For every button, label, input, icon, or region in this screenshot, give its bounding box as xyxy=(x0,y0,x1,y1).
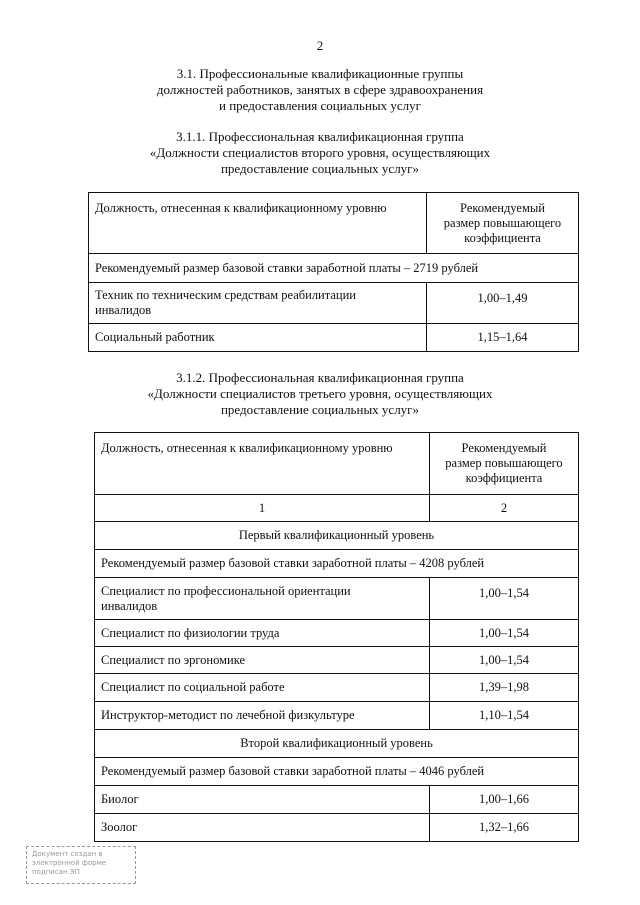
table-row xyxy=(95,702,579,730)
table-header-row xyxy=(89,193,579,254)
position-cell xyxy=(89,283,427,324)
table-row xyxy=(89,324,579,352)
table-row xyxy=(95,814,579,842)
base-rate-text: Рекомендуемый размер базовой ставки заработной платы – 2719 рублей xyxy=(89,254,579,283)
page-number: 2 xyxy=(316,38,324,53)
table-row xyxy=(95,674,579,702)
position-line: Техник по техническим средствам реабилитации xyxy=(95,288,356,302)
header-coefficient xyxy=(427,193,579,254)
position-line: инвалидов xyxy=(95,303,152,317)
level-title-row xyxy=(95,730,579,758)
coefficient-cell: 1,00–1,54 xyxy=(430,647,579,674)
header-coef-line: размер повышающего xyxy=(445,456,563,470)
position-cell: Зоолог xyxy=(95,814,430,842)
header-coef-line: Рекомендуемый xyxy=(461,441,547,455)
coefficient-cell: 1,00–1,54 xyxy=(430,578,579,620)
heading-line: предоставление социальных услуг» xyxy=(220,402,420,417)
base-rate-row xyxy=(95,550,579,578)
heading-line: должностей работников, занятых в сфере здравоохранения xyxy=(156,82,484,97)
coefficient-cell: 1,15–1,64 xyxy=(427,324,579,352)
table-row xyxy=(89,283,579,324)
header-coef-line: размер повышающего xyxy=(443,215,562,230)
heading-line: предоставление социальных услуг» xyxy=(220,161,420,176)
coefficient-cell: 1,32–1,66 xyxy=(430,814,579,842)
table-3-1-2 xyxy=(94,432,579,842)
position-cell xyxy=(95,578,430,620)
position-cell: Специалист по эргономике xyxy=(95,647,430,674)
electronic-signature-stamp xyxy=(26,846,136,884)
position-cell: Социальный работник xyxy=(89,324,427,352)
level-title-row xyxy=(95,522,579,550)
position-line: инвалидов xyxy=(101,598,158,613)
column-number-1: 1 xyxy=(95,495,430,522)
header-position: Должность, отнесенная к квалификационному уровню xyxy=(89,193,427,254)
stamp-line: Документ создан в xyxy=(32,850,103,858)
table-row xyxy=(95,786,579,814)
header-coef-line: коэффициента xyxy=(464,230,541,245)
base-rate-row xyxy=(95,758,579,786)
header-position: Должность, отнесенная к квалификационному уровню xyxy=(95,433,430,495)
coefficient-cell: 1,39–1,98 xyxy=(430,674,579,702)
coefficient-cell: 1,00–1,66 xyxy=(430,786,579,814)
header-coefficient xyxy=(430,433,579,495)
table-row xyxy=(95,578,579,620)
base-rate-row xyxy=(89,254,579,283)
heading-line: 3.1. Профессиональные квалификационные группы xyxy=(176,66,464,81)
position-line: Специалист по профессиональной ориентации xyxy=(101,583,351,598)
position-cell: Инструктор-методист по лечебной физкультуре xyxy=(95,702,430,730)
heading-line: 3.1.2. Профессиональная квалификационная группа xyxy=(176,370,464,385)
position-cell: Специалист по физиологии труда xyxy=(95,620,430,647)
coefficient-cell: 1,00–1,54 xyxy=(430,620,579,647)
table-row xyxy=(95,647,579,674)
level-2-title: Второй квалификационный уровень xyxy=(95,730,579,758)
coefficient-cell: 1,10–1,54 xyxy=(430,702,579,730)
stamp-line: электронной форме xyxy=(32,859,107,867)
header-coef-line: коэффициента xyxy=(465,471,543,485)
position-cell: Биолог xyxy=(95,786,430,814)
table-3-1-1 xyxy=(88,192,579,352)
header-coef-line: Рекомендуемый xyxy=(460,200,545,215)
coefficient-cell: 1,00–1,49 xyxy=(427,283,579,324)
heading-line: «Должности специалистов второго уровня, осуществляющих xyxy=(149,145,491,160)
base-rate-text: Рекомендуемый размер базовой ставки заработной платы – 4046 рублей xyxy=(95,758,579,786)
level-1-title: Первый квалификационный уровень xyxy=(95,522,579,550)
base-rate-text: Рекомендуемый размер базовой ставки заработной платы – 4208 рублей xyxy=(95,550,579,578)
column-number-row xyxy=(95,495,579,522)
stamp-line: подписан ЭП xyxy=(32,868,80,876)
heading-line: «Должности специалистов третьего уровня, осуществляющих xyxy=(147,386,493,401)
position-cell: Специалист по социальной работе xyxy=(95,674,430,702)
heading-line: 3.1.1. Профессиональная квалификационная группа xyxy=(176,129,464,144)
column-number-2: 2 xyxy=(430,495,579,522)
heading-line: и предоставления социальных услуг xyxy=(219,98,421,113)
table-header-row xyxy=(95,433,579,495)
section-3-1-1-heading xyxy=(0,129,640,177)
section-3-1-heading xyxy=(0,66,640,114)
section-3-1-2-heading xyxy=(0,370,640,418)
table-row xyxy=(95,620,579,647)
